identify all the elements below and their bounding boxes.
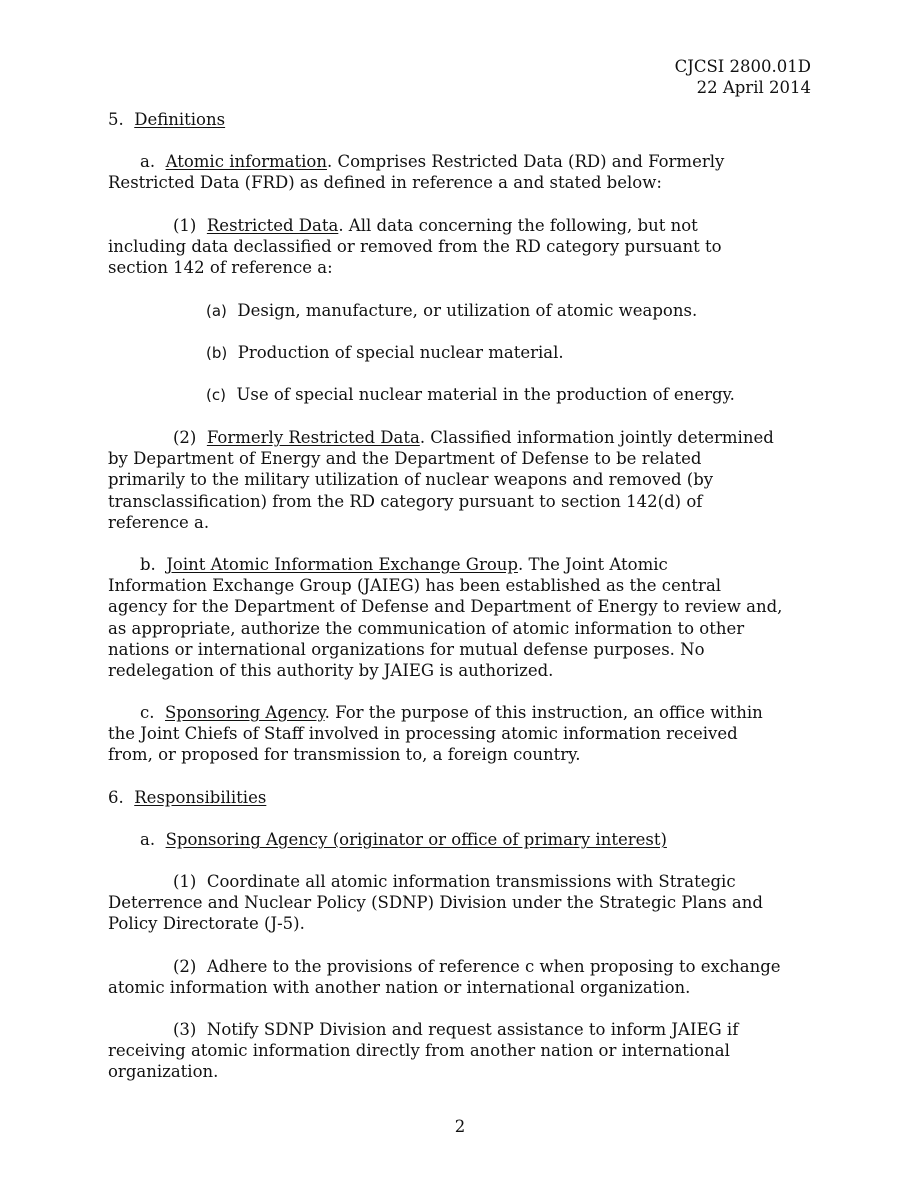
paragraph-text: . All data concerning the following, but not bbox=[338, 216, 698, 235]
paragraph-label: a. bbox=[140, 152, 156, 171]
paragraph-text: . Comprises Restricted Data (RD) and Formerly bbox=[326, 152, 725, 171]
doc-number: CJCSI 2800.01D bbox=[674, 57, 811, 76]
term-sponsoring-agency-heading: Sponsoring Agency (originator or office of primary interest) bbox=[165, 830, 667, 849]
paragraph-5a bbox=[108, 151, 818, 193]
paragraph-text: Notify SDNP Division and request assistance to inform JAIEG if bbox=[206, 1020, 739, 1039]
item-label: (b) bbox=[206, 344, 228, 362]
paragraph-text: as appropriate, authorize the communication of atomic information to other bbox=[108, 618, 745, 638]
paragraph-label: c. bbox=[140, 703, 155, 722]
sub-item-a bbox=[206, 300, 806, 322]
paragraph-text: nations or international organizations for mutual defense purposes. No bbox=[108, 639, 705, 659]
paragraph-text: Adhere to the provisions of reference c when proposing to exchange bbox=[206, 957, 781, 976]
paragraph-text: organization. bbox=[108, 1062, 219, 1082]
sub-item-c bbox=[206, 384, 806, 406]
sub-item-b bbox=[206, 342, 806, 364]
paragraph-text: by Department of Energy and the Department of Defense to be related bbox=[108, 449, 702, 469]
paragraph-text: primarily to the military utilization of nuclear weapons and removed (by bbox=[108, 470, 714, 490]
page-number: 2 bbox=[454, 1117, 466, 1136]
paragraph-text: Deterrence and Nuclear Policy (SDNP) Division under the Strategic Plans and bbox=[108, 893, 763, 913]
paragraph-text: reference a. bbox=[108, 512, 210, 532]
document-header bbox=[675, 56, 811, 98]
paragraph-text: redelegation of this authority by JAIEG is authorized. bbox=[108, 661, 554, 681]
paragraph-text: receiving atomic information directly from another nation or international bbox=[108, 1041, 730, 1061]
section-6-heading bbox=[108, 787, 818, 808]
paragraph-5a2 bbox=[108, 427, 818, 533]
paragraph-text: agency for the Department of Defense and Department of Energy to review and, bbox=[108, 597, 783, 617]
item-label: (c) bbox=[206, 386, 226, 404]
paragraph-text: transclassification) from the RD category pursuant to section 142(d) of bbox=[108, 491, 703, 511]
term-jaieg: Joint Atomic Information Exchange Group bbox=[166, 555, 518, 574]
section-title: Responsibilities bbox=[134, 788, 267, 807]
paragraph-text: Policy Directorate (J-5). bbox=[108, 914, 305, 934]
term-sponsoring-agency: Sponsoring Agency bbox=[165, 703, 325, 722]
paragraph-text: Information Exchange Group (JAIEG) has been established as the central bbox=[108, 576, 722, 596]
paragraph-6a3 bbox=[108, 1019, 818, 1083]
term-atomic-information: Atomic information bbox=[165, 152, 327, 171]
paragraph-text: section 142 of reference a: bbox=[108, 258, 333, 278]
paragraph-text: including data declassified or removed from the RD category pursuant to bbox=[108, 237, 722, 257]
paragraph-6a bbox=[108, 829, 818, 850]
section-5-heading bbox=[108, 109, 818, 130]
paragraph-text: . For the purpose of this instruction, an office within bbox=[324, 703, 763, 722]
paragraph-5b bbox=[108, 554, 818, 681]
term-restricted-data: Restricted Data bbox=[206, 216, 339, 235]
paragraph-label: (2) bbox=[173, 957, 197, 976]
paragraph-text: . The Joint Atomic bbox=[517, 555, 668, 574]
paragraph-5c bbox=[108, 702, 818, 766]
section-title: Definitions bbox=[134, 110, 226, 129]
paragraph-label: (3) bbox=[173, 1020, 197, 1039]
item-text: Production of special nuclear material. bbox=[237, 343, 564, 362]
paragraph-text: Restricted Data (FRD) as defined in reference a and stated below: bbox=[108, 173, 662, 193]
doc-date: 22 April 2014 bbox=[696, 78, 811, 97]
paragraph-label: a. bbox=[140, 830, 156, 849]
paragraph-text: the Joint Chiefs of Staff involved in processing atomic information received bbox=[108, 724, 738, 744]
item-text: Design, manufacture, or utilization of atomic weapons. bbox=[237, 301, 698, 320]
paragraph-5a1 bbox=[108, 215, 818, 279]
section-number: 5. bbox=[108, 110, 124, 129]
paragraph-6a1 bbox=[108, 871, 818, 935]
paragraph-text: Coordinate all atomic information transmissions with Strategic bbox=[206, 872, 736, 891]
paragraph-label: b. bbox=[140, 555, 156, 574]
section-number: 6. bbox=[108, 788, 124, 807]
paragraph-label: (2) bbox=[173, 428, 197, 447]
paragraph-6a2 bbox=[108, 956, 818, 998]
paragraph-text: from, or proposed for transmission to, a foreign country. bbox=[108, 745, 581, 765]
term-formerly-restricted-data: Formerly Restricted Data bbox=[206, 428, 420, 447]
item-label: (a) bbox=[206, 302, 227, 320]
paragraph-label: (1) bbox=[173, 872, 197, 891]
paragraph-label: (1) bbox=[173, 216, 197, 235]
item-text: Use of special nuclear material in the production of energy. bbox=[236, 385, 735, 404]
paragraph-text: . Classified information jointly determined bbox=[419, 428, 774, 447]
paragraph-text: atomic information with another nation or international organization. bbox=[108, 978, 691, 998]
